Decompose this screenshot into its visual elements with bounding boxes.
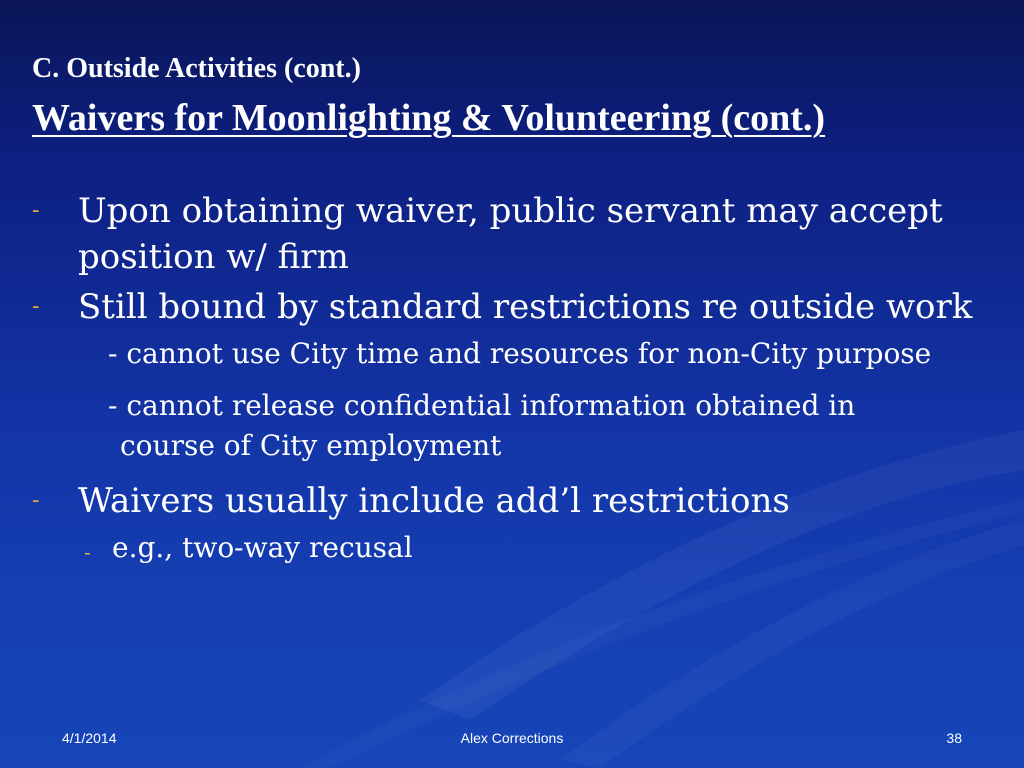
page-number: 38: [946, 730, 962, 746]
list-item-text: - cannot release confidential information obtained in course of City employment: [108, 389, 856, 462]
list-item-text: Waivers usually include add’l restrictions: [78, 481, 790, 521]
list-item: [32, 284, 992, 330]
list-item: [32, 188, 992, 280]
slide-subtitle: C. Outside Activities (cont.): [32, 53, 361, 84]
footer-presenter: Alex Corrections: [460, 730, 564, 746]
slide-title: Waivers for Moonlighting & Volunteering (cont.): [32, 97, 826, 139]
list-item-text: - cannot use City time and resources for non-City purpose: [108, 337, 932, 370]
dash-bullet-icon: -: [32, 198, 40, 223]
dash-bullet-icon: -: [84, 540, 91, 564]
list-item: [44, 334, 992, 374]
list-item-text: Still bound by standard restrictions re outside work: [78, 287, 973, 327]
list-item: [44, 386, 992, 466]
footer-date: 4/1/2014: [62, 730, 117, 746]
list-item: [32, 478, 992, 524]
dash-bullet-icon: -: [32, 294, 40, 319]
list-item-text: e.g., two-way recusal: [112, 531, 413, 564]
bullet-list: [32, 188, 992, 576]
list-item-text: Upon obtaining waiver, public servant may accept position w/ firm: [78, 191, 943, 277]
dash-bullet-icon: -: [32, 488, 40, 513]
list-item: [32, 528, 992, 568]
